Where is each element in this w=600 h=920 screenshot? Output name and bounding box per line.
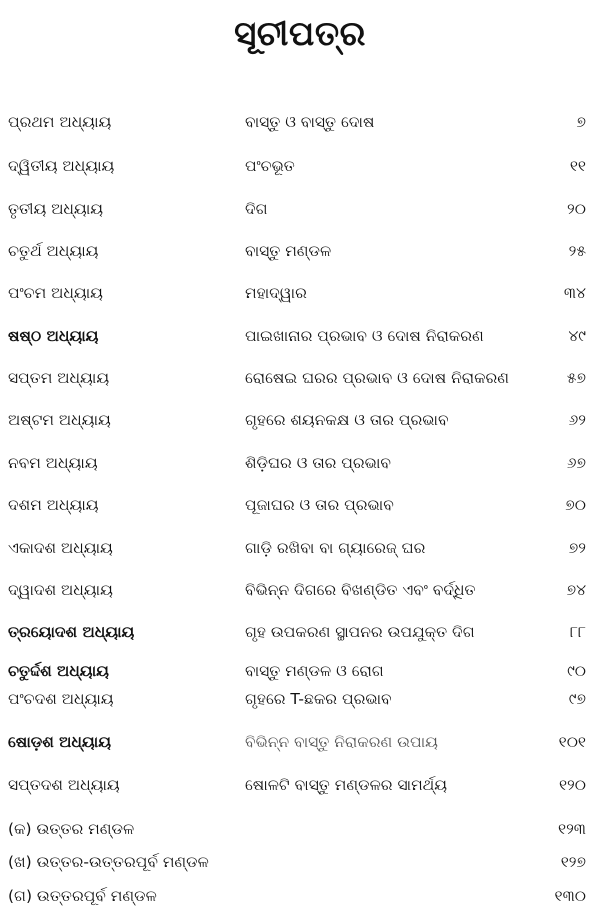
chapter-topic: ରୋଷେଇ ଘରର ପ୍ରଭାବ ଓ ଦୋଷ ନିରାକରଣ (245, 369, 509, 387)
toc-row (0, 195, 600, 223)
page-number: ୪୯ (568, 327, 586, 345)
chapter-label: ଦଶମ ଅଧ୍ୟାୟ (8, 496, 99, 514)
chapter-topic: ଗୃହରେ ଶୟନକକ୍ଷ ଓ ତାର ପ୍ରଭାବ (245, 411, 449, 429)
chapter-topic: ମହାଦ୍ୱାର (245, 284, 307, 302)
toc-row (0, 685, 600, 713)
page-number: ୮୮ (569, 623, 586, 641)
chapter-label: ପଂଚମ ଅଧ୍ୟାୟ (8, 284, 103, 302)
toc-row (0, 491, 600, 519)
chapter-topic: ବିଭିନ୍ନ ବାସ୍ତୁ ନିରାକରଣ ଉପାୟ (245, 733, 438, 751)
page-number: ୯୭ (568, 690, 586, 708)
page-number: ୧୨୦ (558, 776, 586, 794)
chapter-topic: ବାସ୍ତୁ ଓ ବାସ୍ତୁ ଦୋଷ (245, 113, 375, 131)
chapter-topic: ଶିଡ଼ିଘର ଓ ତାର ପ୍ରଭାବ (245, 454, 391, 472)
page-title: ସୂଚୀପତ୍ର (234, 14, 366, 54)
page-number: ୯୦ (567, 662, 586, 680)
toc-row (0, 322, 600, 350)
toc-row (0, 108, 600, 136)
page-number: ୩୪ (563, 284, 586, 302)
page-number: ୬୨ (568, 411, 586, 429)
chapter-label: ସପ୍ତଦଶ ଅଧ୍ୟାୟ (8, 776, 120, 794)
page-number: ୭୦ (565, 496, 586, 514)
page-number: ୧୩୦ (554, 887, 586, 905)
chapter-topic: ପାଇଖାନାର ପ୍ରଭାବ ଓ ଦୋଷ ନିରାକରଣ (245, 327, 484, 345)
chapter-label: ଷଷ୍ଠ ଅଧ୍ୟାୟ (8, 327, 99, 345)
toc-row (0, 152, 600, 180)
toc-row (0, 848, 600, 876)
table-of-contents (0, 108, 600, 920)
toc-row (0, 449, 600, 477)
toc-row (0, 406, 600, 434)
chapter-topic: ଗୃହ ଉପକରଣ ସ୍ଥାପନର ଉପଯୁକ୍ତ ଦିଗ (245, 623, 475, 641)
chapter-label: ଚତୁର୍ଥ ଅଧ୍ୟାୟ (8, 242, 99, 260)
chapter-topic: ପଂଚଭୂତ (245, 157, 295, 175)
toc-row (0, 728, 600, 756)
chapter-topic: ବାସ୍ତୁ ମଣ୍ଡଳ (245, 242, 332, 260)
chapter-label: (କ) ଉତ୍ତର ମଣ୍ଡଳ (8, 820, 135, 838)
chapter-topic: ଷୋଳଟି ବାସ୍ତୁ ମଣ୍ଡଳର ସାମର୍ଥ୍ୟ (245, 776, 448, 794)
toc-row (0, 815, 600, 843)
page-number: ୭୨ (568, 539, 586, 557)
page-number: ୭୪ (566, 581, 586, 599)
page-number: ୧୦୧ (558, 733, 586, 751)
page-number: ୬୭ (566, 454, 586, 472)
toc-row (0, 237, 600, 265)
page-number: ୨୫ (568, 242, 586, 260)
toc-row (0, 279, 600, 307)
chapter-topic: ଗାଡ଼ି ରଖିବା ବା ଗ୍ୟାରେଜ୍ ଘର (245, 539, 426, 557)
chapter-label: ପ୍ରଥମ ଅଧ୍ୟାୟ (8, 113, 112, 131)
toc-row (0, 618, 600, 646)
toc-row (0, 771, 600, 799)
toc-row (0, 534, 600, 562)
chapter-label: ଅଷ୍ଟମ ଅଧ୍ୟାୟ (8, 411, 111, 429)
page-number: ୧୧ (569, 157, 586, 175)
toc-row (0, 364, 600, 392)
chapter-label: ସପ୍ତମ ଅଧ୍ୟାୟ (8, 369, 110, 387)
chapter-topic: ପୂଜାଘର ଓ ତାର ପ୍ରଭାବ (245, 496, 394, 514)
chapter-label: ପଂଚଦଶ ଅଧ୍ୟାୟ (8, 690, 114, 708)
chapter-label: ଚତୁର୍ଦ୍ଦଶ ଅଧ୍ୟାୟ (8, 662, 109, 680)
chapter-topic: ଗୃହରେ T-ଛକର ପ୍ରଭାବ (245, 690, 392, 708)
chapter-topic: ବାସ୍ତୁ ମଣ୍ଡଳ ଓ ରୋଗ (245, 662, 384, 680)
chapter-label: ତ୍ରୟୋଦଶ ଅଧ୍ୟାୟ (8, 623, 135, 641)
chapter-label: ଷୋଡ଼ଶ ଅଧ୍ୟାୟ (8, 733, 111, 751)
page-number: ୫୭ (566, 369, 586, 387)
chapter-label: ଏକାଦଶ ଅଧ୍ୟାୟ (8, 539, 113, 557)
chapter-topic: ଦିଗ (245, 200, 268, 218)
chapter-label: (ଗ) ଉତ୍ତରପୂର୍ବ ମଣ୍ଡଳ (8, 887, 157, 905)
chapter-label: ନବମ ଅଧ୍ୟାୟ (8, 454, 98, 472)
page-number: ୧୨୩ (558, 820, 586, 838)
page-number: ୭ (576, 113, 586, 131)
toc-row (0, 576, 600, 604)
page-number: ୧୨୭ (560, 853, 586, 871)
toc-row (0, 657, 600, 685)
chapter-label: ଦ୍ୱାଦଶ ଅଧ୍ୟାୟ (8, 581, 113, 599)
toc-row (0, 882, 600, 910)
chapter-label: ଦ୍ୱିତୀୟ ଅଧ୍ୟାୟ (8, 157, 115, 175)
chapter-topic: ବିଭିନ୍ନ ଦିଗରେ ବିଖଣ୍ଡିତ ଏବଂ ବର୍ଦ୍ଧିତ (245, 581, 476, 599)
page-number: ୨୦ (567, 200, 586, 218)
chapter-label: (ଖ) ଉତ୍ତର-ଉତ୍ତରପୂର୍ବ ମଣ୍ଡଳ (8, 853, 209, 871)
chapter-label: ତୃତୀୟ ଅଧ୍ୟାୟ (8, 200, 104, 218)
